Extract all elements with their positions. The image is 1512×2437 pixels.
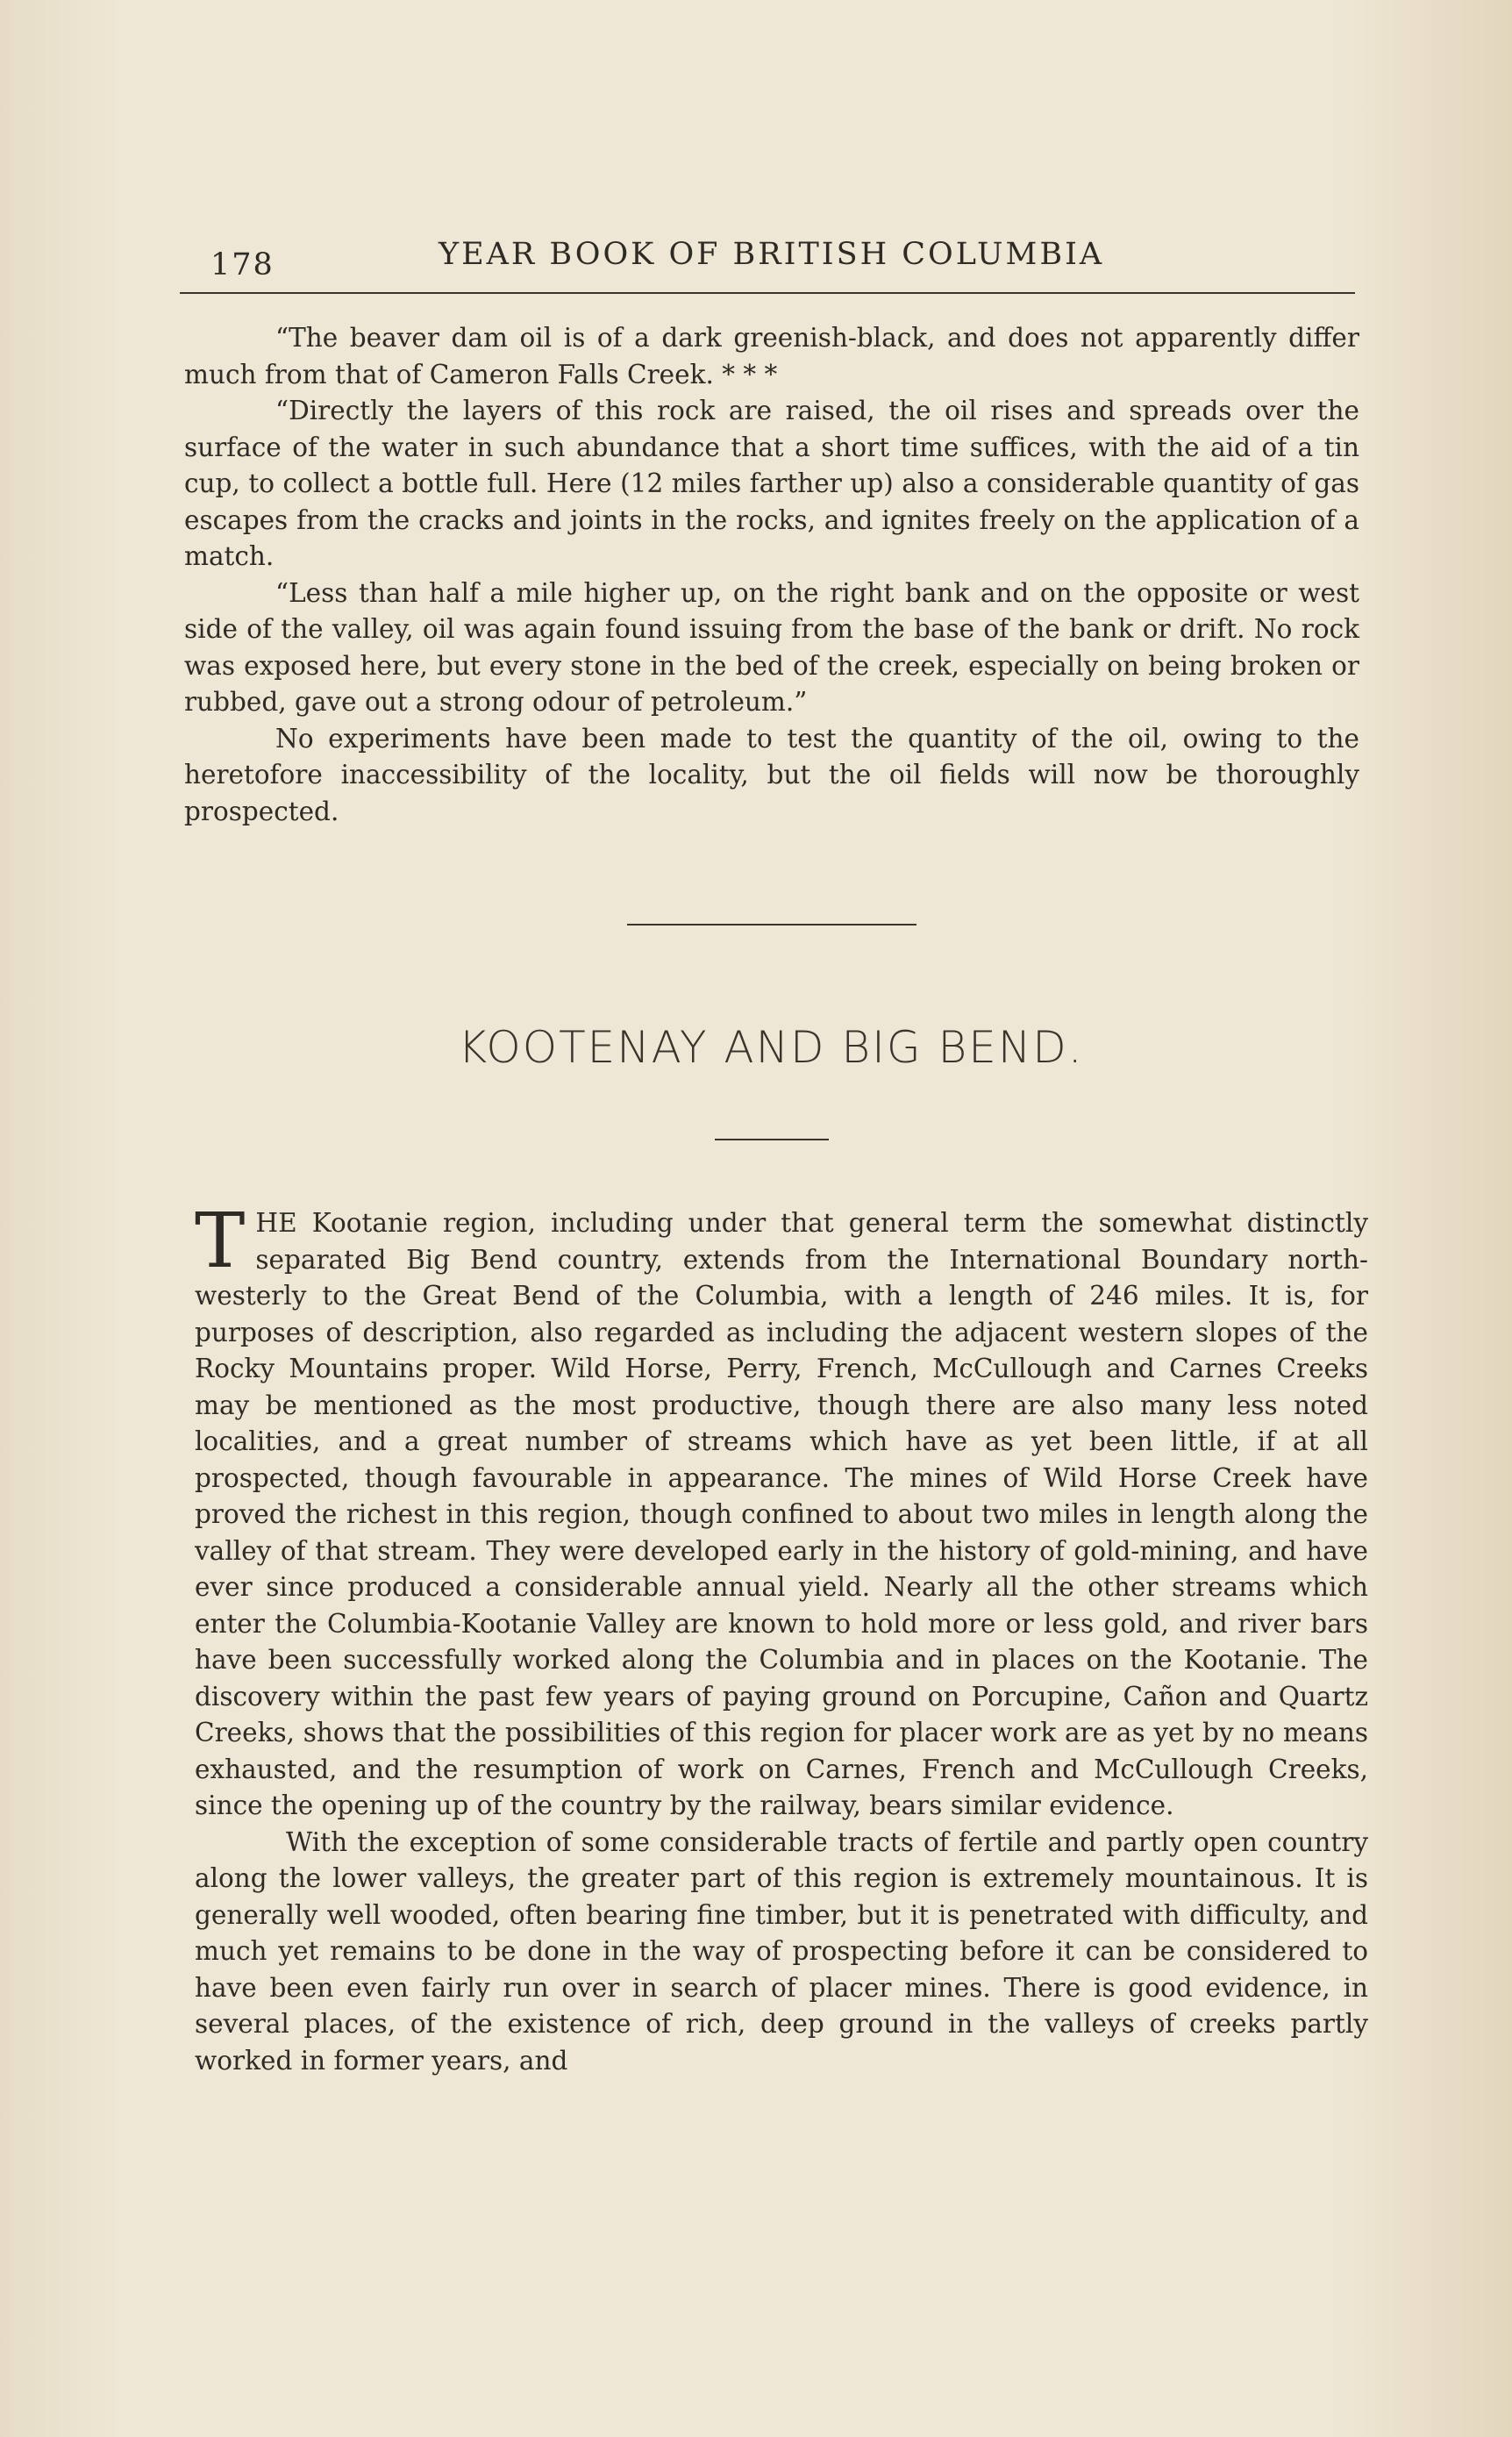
- drop-cap: T: [195, 1197, 246, 1285]
- section-divider-rule: [627, 924, 916, 925]
- section-title: KOOTENAY AND BIG BEND.: [458, 1022, 1084, 1073]
- paragraph: “Less than half a mile higher up, on the right bank and on the opposite or west side of the valley, oil was again found issuing from the base of the bank or drift. No rock was exposed here, but every stone in the bed of the creek, especially on being broken or rubbed, gave out a strong odour of petroleum.”: [184, 577, 1359, 717]
- first-paragraph: [195, 1197, 1368, 1825]
- paragraph: “Directly the layers of this rock are raised, the oil rises and spreads over the surface of the water in such abundance that a short time suffices, with the aid of a tin cup, to collect a bottle full. Here (12 miles farther up) also a considerable quantity of gas escapes from the cracks and joints in the rocks, and ignites freely on the application of a match.: [184, 396, 1359, 571]
- header-rule: [180, 292, 1355, 294]
- paragraph: With the exception of some considerable tracts of fertile and partly open country along the lower valleys, the greater part of this region is extremely mountainous. It is generally well wooded, often bearing fine timber, but it is penetrated with difficulty, and much yet remains to be done in the way of prospecting before it can be considered to have been even fairly run over in search of placer mines. There is good evidence, in several places, of the existence of rich, deep ground in the valleys of creeks partly worked in former years, and: [195, 1826, 1368, 2076]
- paragraph: “The beaver dam oil is of a dark greenish-black, and does not apparently differ much from that of Cameron Falls Creek. * * *: [184, 323, 1359, 389]
- top-text-block: [184, 320, 1359, 830]
- first-paragraph-text: HE Kootanie region, including under that general term the somewhat distinctly separated Big Bend country, extends from the International Boundary north-westerly to the Great Bend of the Columbia, with a length of 246 miles. It is, for purposes of description, also regarded as including the adjacent western slopes of the Rocky Mountains proper. Wild Horse, Perry, French, McCullough and Carnes Creeks may be mentioned as the most productive, though there are also many less noted localities, and a great number of streams which have as yet been little, if at all prospected, though favourable in appearance. The mines of Wild Horse Creek have proved the richest in this region, though confined to about two miles in length along the valley of that stream. They were developed early in the history of gold-mining, and have ever since produced a considerable annual yield. Nearly all the other streams which enter the Columbia-Kootanie Valley are known to hold more or less gold, and river bars have been successfully worked along the Columbia and in places on the Kootanie. The discovery within the past few years of paying ground on Porcupine, Cañon and Quartz Creeks, shows that the possibilities of this region for placer work are as yet by no means exhausted, and the resumption of work on Carnes, French and McCullough Creeks, since the opening up of the country by the railway, bears similar evidence.: [195, 1208, 1368, 1820]
- running-title: YEAR BOOK OF BRITISH COLUMBIA: [439, 237, 1105, 272]
- section-text-block: [195, 1197, 1368, 2079]
- page-number: 178: [210, 247, 275, 282]
- title-underline-rule: [715, 1139, 829, 1140]
- paragraph: No experiments have been made to test the quantity of the oil, owing to the heretofore inaccessibility of the locality, but the oil fields will now be thoroughly prospected.: [184, 723, 1359, 826]
